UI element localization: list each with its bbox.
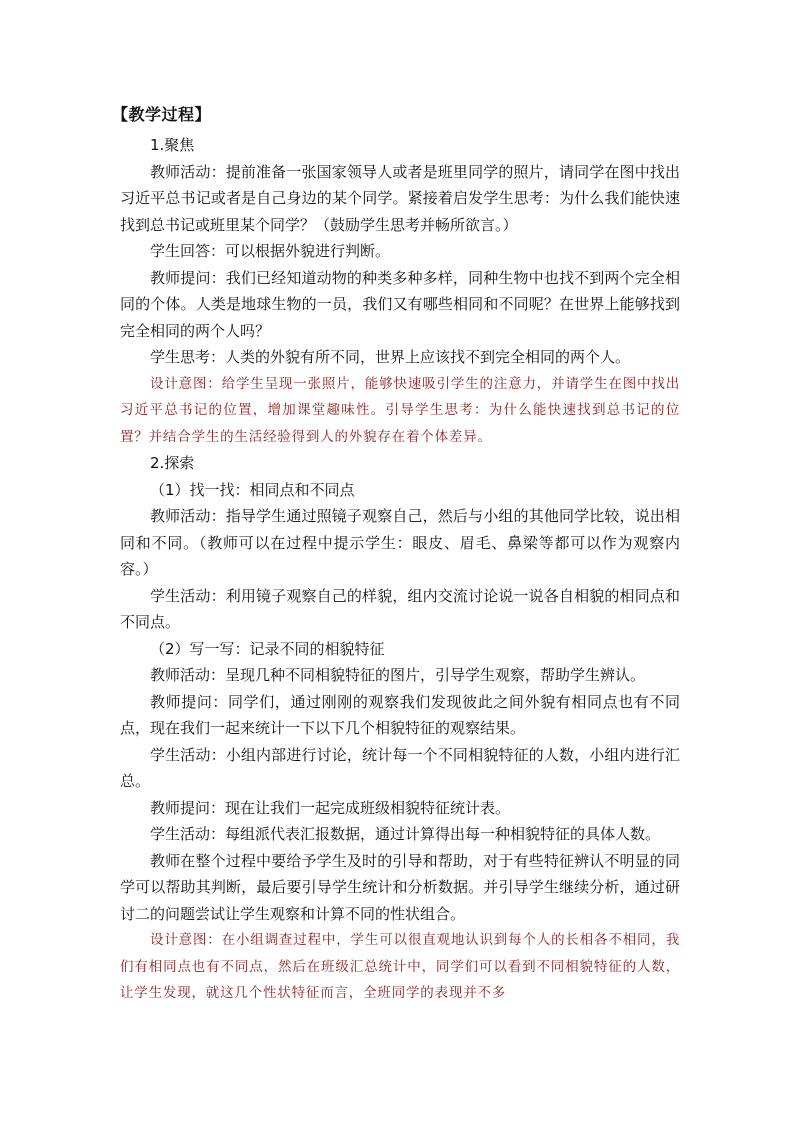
paragraph: 教师提问：同学们，通过刚刚的观察我们发现彼此之间外貌有相同点也有不同点，现在我们一起来统计一下以下几个相貌特征的观察结果。	[120, 692, 680, 737]
paragraph: 学生活动：每组派代表汇报数据，通过计算得出每一种相貌特征的具体人数。	[150, 825, 661, 843]
paragraph: 教师提问：我们已经知道动物的种类多种多样，同种生物中也找不到两个完全相同的个体。人类是地球生物的一员，我们又有哪些相同和不同呢？在世界上能够找到完全相同的两个人吗？	[120, 268, 680, 340]
design-intent-note: 设计意图：给学生呈现一张照片，能够快速吸引学生的注意力，并请学生在图中找出习近平总书记的位置，增加课堂趣味性。引导学生思考：为什么能快速找到总书记的位置？并结合学生的生活经验得到人的外貌存在着个体差异。	[120, 375, 680, 445]
paragraph: 教师提问：现在让我们一起完成班级相貌特征统计表。	[150, 798, 511, 817]
paragraph: 教师活动：呈现几种不同相貌特征的图片，引导学生观察，帮助学生辨认。	[150, 666, 646, 684]
section-heading: （1）找一找：相同点和不同点	[150, 480, 355, 499]
document-body	[112, 100, 680, 1007]
paragraph: 教师活动：指导学生通过照镜子观察自己，然后与小组的其他同学比较，说出相同和不同。（教师可以在过程中提示学生：眼皮、眉毛、鼻梁等都可以作为观察内容。）	[120, 507, 680, 578]
section-heading: 1.聚焦	[150, 136, 195, 154]
paragraph: 学生活动：小组内部进行讨论，统计每一个不同相貌特征的人数，小组内进行汇总。	[120, 745, 680, 790]
paragraph: 学生回答：可以根据外貌进行判断。	[150, 242, 391, 260]
design-intent-note: 设计意图：在小组调查过程中，学生可以很直观地认识到每个人的长相各不相同，我们有相同点也有不同点，然后在班级汇总统计中，同学们可以看到不同相貌特征的人数，让学生发现，就这几个性状特征而言，全班同学的表现并不多	[120, 932, 680, 1001]
section-heading: 2.探索	[150, 454, 195, 472]
paragraph: 学生思考：人类的外貌有所不同，世界上应该找不到完全相同的两个人。	[150, 348, 631, 366]
paragraph: 学生活动：利用镜子观察自己的样貌，组内交流讨论说一说各自相貌的相同点和不同点。	[120, 586, 680, 631]
section-title: 【教学过程】	[112, 105, 212, 124]
paragraph: 教师活动：提前准备一张国家领导人或者是班里同学的照片，请同学在图中找出习近平总书记或者是自己身边的某个同学。紧接着启发学生思考：为什么我们能快速找到总书记或班里某个同学？（鼓励学生思考并畅所欲言。）	[120, 162, 680, 234]
content-blocks	[120, 132, 680, 1007]
paragraph: 教师在整个过程中要给予学生及时的引导和帮助，对于有些特征辨认不明显的同学可以帮助其判断，最后要引导学生统计和分析数据。并引导学生继续分析，通过研讨二的问题尝试让学生观察和计算不同的性状组合。	[120, 851, 680, 923]
section-heading: （2）写一写：记录不同的相貌特征	[150, 639, 385, 658]
